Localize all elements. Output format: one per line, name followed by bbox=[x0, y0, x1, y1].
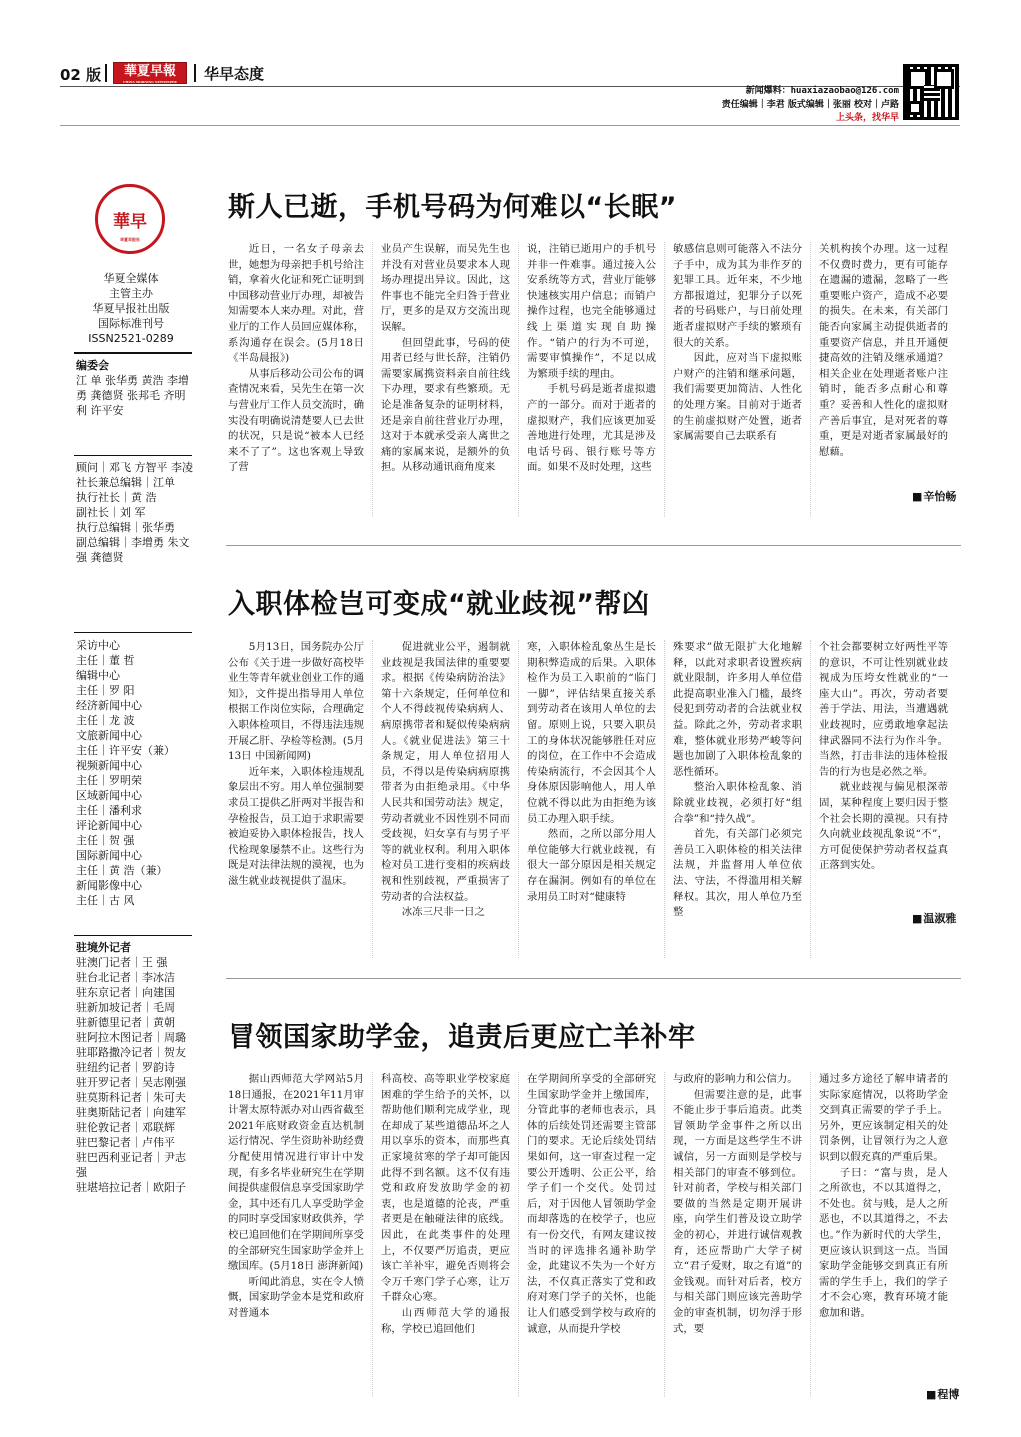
article-column: 个社会都要树立好两性平等的意识，不可让性别就业歧视成为压垮女性就业的“一座大山”。再次，劳动者要善于学法、用法，当遭遇就业歧视时，应勇敢地拿起法律武器同不法行为作斗争。当然，打击非法的违体检报告的行为也是必然之举。 就业歧视与偏见根深蒂固，某种程度上要归因于整个社会长期的漠视。只有持久向就业歧视乱象说“不”，方可促使保护劳动者权益真正落到实处。 bbox=[810, 640, 956, 958]
author-byline: ■ 辛怡畅 bbox=[912, 488, 956, 504]
newspaper-logo: 華夏早報 CHINA MORNING NEWSPAPER bbox=[113, 62, 187, 84]
header-divider bbox=[194, 64, 196, 82]
header-divider bbox=[105, 64, 107, 82]
sidebar-rule bbox=[74, 632, 192, 633]
leadership-list: 顾问｜邓飞 方智平 李凌 社长兼总编辑｜江单 执行社长｜黄 浩 副社长｜刘 军 执行总编辑｜张华勇 副总编辑｜李增勇 朱文强 龚德贤 bbox=[76, 461, 193, 564]
header-rule-bottom bbox=[60, 125, 960, 126]
news-tip-email: 新闻爆料：huaxiazaobao@126.com bbox=[745, 86, 899, 96]
section-divider bbox=[226, 978, 961, 979]
section-divider bbox=[226, 545, 961, 546]
article-column: 说，注销已逝用户的手机号并非一件难事。通过接入公安系统等方式，营业厅能够快速核实用户信息；而销户操作过程，也完全能够通过线上渠道实现自助操作。“销户的行为不可逆，需要审慎操作”，不足以成为繁琐手续的理由。 手机号码是逝者虚拟遗产的一部分。而对于逝者的虚拟财产，我们应该更加妥善地进行处理，尤其是涉及电话号码、银行账号等方面。如果不及时处理，这些 bbox=[518, 242, 664, 517]
slogan: 上头条，找华早 bbox=[835, 113, 899, 123]
sidebar-rule bbox=[74, 935, 192, 936]
article-body bbox=[226, 242, 956, 517]
article-column: 在学期间所享受的全部研究生国家助学金并上缴国库，分管此事的老师也表示，具体的后续处罚还需要主管部门的要求。无论后续处罚结果如何，这一审查过程一定要公开透明、公正公平，给学子们一个交代。处罚过后，对于因他人冒领助学金而却落选的在校学子，也应有一份交代，有网友建议按当时的评选排名通补助学金，此建议不失为一个好方法，不仅真正落实了党和政府对寒门学子的关怀，也能让人们感受到学校与政府的诚意，从而提升学校 bbox=[518, 1072, 664, 1397]
article-column: 寒，入职体检乱象丛生是长期积弊造成的后果。入职体检作为员工入职前的“临门一脚”，评估结果直接关系到劳动者在该用人单位的去留。原则上说，只要入职员工的身体状况能够胜任对应的岗位，在工作中不会造成传染病流行，不会因其个人身体原因影响他人，用人单位就不得以此为由拒绝为该员工办理入职手续。 然而，之所以部分用人单位能够大行就业歧视，有很大一部分原因是相关规定存在漏洞。例如有的单位在录用员工时对“健康特 bbox=[518, 640, 664, 958]
editorial-committee: 编委会 江 单 张华勇 黄浩 李增勇 龚德贤 张邦毛 齐明利 许平安 bbox=[76, 359, 189, 417]
reporters-list: 驻境外记者 驻澳门记者｜王 强 驻台北记者｜李冰洁 驻东京记者｜向建国 驻新加坡记者｜毛周 驻新德里记者｜黄朝 驻阿拉木图记者｜周璐 驻耶路撒冷记者｜贺友 驻纽约记者｜罗韵诗 驻开罗记者｜吴志刚强 驻莫斯科记者｜朱可夫 驻奥斯陆记者｜向建军 驻伦敦记者｜邓联辉 驻巴黎记者｜卢伟平 驻巴西利亚记者｜尹志强 驻堪培拉记者｜欧阳子 bbox=[76, 941, 186, 1194]
seal-logo-icon: 華早 华夏早报社 bbox=[95, 184, 165, 254]
article-title: 冒领国家助学金，追责后更应亡羊补牢 bbox=[228, 1022, 696, 1053]
sidebar-rule bbox=[74, 352, 192, 354]
section-title: 华早态度 bbox=[204, 65, 265, 83]
author-byline: ■ 温淑雅 bbox=[912, 910, 956, 926]
page-header bbox=[0, 0, 1021, 130]
article-column: 关机构挨个办理。这一过程不仅费时费力，更有可能存在遗漏的遗漏，忽略了一些重要账户资产，造成不必要的损失。在未来，有关部门能否向家属主动提供逝者的重要资产信息，并且开通便捷高效的注销及继承通道？相关企业在处理逝者账户注销时，能否多点耐心和尊重？妥善和人性化的虚拟财产善后事宜，是对死者的尊重，更是对逝者家属最好的慰藉。 bbox=[810, 242, 956, 517]
article-column: 业员产生误解，而吴先生也并没有对营业员要求本人现场办理提出异议。因此，这件事也不能完全归咎于营业厅，更多的是双方交流出现误解。 但回望此事，号码的使用者已经与世长辞，注销仍需要家属携资料亲自前往线下办理，要求有些繁琐。无论是准备复杂的证明材料，还是亲自前往营业厅办理，这对于本就承受亲人离世之痛的家属来说，是额外的负担。从移动通讯商角度来 bbox=[372, 242, 518, 517]
article-column: 据山西师范大学网站5月18日通报，在2021年11月审计署太原特派办对山西省截至2021年底财政资金直达机制运行情况、学生资助补助经费分配使用情况进行审计中发现，有多名毕业研究生在学期间提供虚假信息享受国家助学金，其中还有几人享受助学金的同时享受国家财政供养，学校已追回他们在学期间所享受的全部研究生国家助学金并上缴国库。(5月18日 澎湃新闻) 听闻此消息，实在令人愤慨，国家助学金本是党和政府对普通本 bbox=[228, 1073, 365, 1319]
article-column: 与政府的影响力和公信力。 但需要注意的是，此事不能止步于事后追责。此类冒领助学金事件之所以出现，一方面是这些学生不讲诚信，另一方面则是学校与相关部门的审查不够到位。针对前者，学校与相关部门要做的当然是定期开展讲座，向学生们普及设立助学金的初心，并进行诚信观教育，还应帮助广大学子树立“君子爱财，取之有道”的金钱观。而针对后者，校方与相关部门则应该完善助学金的审查机制，切勿浮于形式，要 bbox=[664, 1072, 810, 1397]
article-column: 殊要求”做无限扩大化地解释，以此对求职者设置疾病就业限制，许多用人单位借此提高职业准入门槛，最终侵犯到劳动者的合法就业权益。除此之外，劳动者求职难，整体就业形势严峻等问题也加剧了入职体检乱象的恶性循环。 整治入职体检乱象、消除就业歧视，必须打好“组合拳”和“持久战”。 首先，有关部门必须完善员工入职体检的相关法律法规，并监督用人单位依法、守法，不得滥用相关解释权。其次，用人单位乃至整 bbox=[664, 640, 810, 958]
article-column: 近日，一名女子母亲去世，她想为母亲把手机号给注销，拿着火化证和死亡证明到中国移动营业厅办理，却被告知需要本人来办理。对此，营业厅的工作人员回应媒体称，系沟通存在误会。(5月18日《半岛晨报》) 从事后移动公司公布的调查情况来看，吴先生在第一次与营业厅工作人员交流时，确实没有明确说清楚要人已去世的状况，只是说“被本人已经来不了了”。这也客观上导致了营 bbox=[228, 243, 364, 474]
qr-code-icon[interactable] bbox=[903, 64, 959, 120]
article-body bbox=[226, 640, 956, 958]
editor-credits: 责任编辑｜李君 版式编辑｜张丽 校对｜卢路 bbox=[721, 100, 899, 110]
article-column: 促进就业公平，遏制就业歧视是我国法律的重要要求。根据《传染病防治法》第十六条规定，任何单位和个人不得歧视传染病病人、病原携带者和疑似传染病病人。《就业促进法》第三十条规定，用人单位招用人员，不得以是传染病病原携带者为由拒绝录用。《中华人民共和国劳动法》规定，劳动者就业不因性别不同而受歧视，妇女享有与男子平等的就业权利。利用入职体检对员工进行变相的疾病歧视和性别歧视，严重损害了劳动者的合法权益。 冰冻三尺非一日之 bbox=[372, 640, 518, 958]
publisher-info: 华夏全媒体 主管主办 华夏早报社出版 国际标准刊号 ISSN2521-0289 bbox=[88, 272, 174, 345]
article-body bbox=[226, 1072, 956, 1397]
article-column: 5月13日，国务院办公厅公布《关于进一步做好高校毕业生等青年就业创业工作的通知》，文件提出指导用人单位根据工作岗位实际，合理确定入职体检项目，不得违法违规开展乙肝、孕检等检测。(5月13日 中国新闻网) 近年来，入职体检违规乱象层出不穷。用人单位强制要求员工提供乙肝两对半报告和孕检报告，员工迫于求职需要被迫妥协入职体检报告，找人代检现象屡禁不止。这些行为既是对法律法规的漠视，也为滋生就业歧视提供了温床。 bbox=[228, 641, 364, 887]
article-column: 敏感信息则可能落入不法分子手中，成为其为非作歹的犯罪工具。近年来，不少地方都报道过，犯罪分子以死者的号码账户，与日前处理逝者虚拟财产手续的繁琐有很大的关系。 因此，应对当下虚拟账户财产的注销和继承问题，我们需要更加简洁、人性化的处理方案。目前对于逝者的生前虚拟财产处置，逝者家属需要自己去联系有 bbox=[664, 242, 810, 517]
article-title: 斯人已逝，手机号码为何难以“长眠” bbox=[228, 192, 677, 223]
page-number: 02 版 bbox=[60, 66, 102, 84]
article-title: 入职体检岂可变成“就业歧视”帮凶 bbox=[228, 589, 650, 620]
article-column: 通过多方途径了解申请者的实际家庭情况，以将助学金交到真正需要的学子手上。另外，更应该制定相关的处罚条例，让冒领行为之人意识到以假充真的严重后果。 子曰：“富与贵，是人之所欲也，不以其道得之，不处也。贫与贱，是人之所恶也，不以其道得之，不去也。”作为新时代的大学生，更应该认识到这一点。当国家助学金能够交到真正有所需的学生手上，我们的学子才不会心寒，教育环境才能愈加和谐。 bbox=[810, 1072, 956, 1397]
article-column: 科高校、高等职业学校家庭困难的学生给予的关怀，以帮助他们顺利完成学业，现在却成了某些道德品坏之人用以享乐的资本，而那些真正家境贫寒的学子却可能因此得不到名额。这不仅有违党和政府发放助学金的初衷，也是道德的沦丧，严重者更是在触碰法律的底线。因此，在此类事件的处理上，不仅要严厉追责，更应该亡羊补牢，避免否则将会令万千寒门学子心寒，让万千群众心寒。 山西师范大学的通报称，学校已追回他们 bbox=[372, 1072, 518, 1397]
centers-list: 采访中心 主任｜董 哲 编辑中心 主任｜罗 阳 经济新闻中心 主任｜龙 波 文旅新闻中心 主任｜许平安（兼） 视频新闻中心 主任｜罗明荣 区域新闻中心 主任｜潘利求 评论新闻中心 主任｜贺 强 国际新闻中心 主任｜黄 浩（兼） 新闻影像中心 主任｜古 风 bbox=[76, 639, 175, 907]
author-byline: ■ 程博 bbox=[926, 1386, 959, 1402]
sidebar-rule bbox=[74, 455, 192, 456]
